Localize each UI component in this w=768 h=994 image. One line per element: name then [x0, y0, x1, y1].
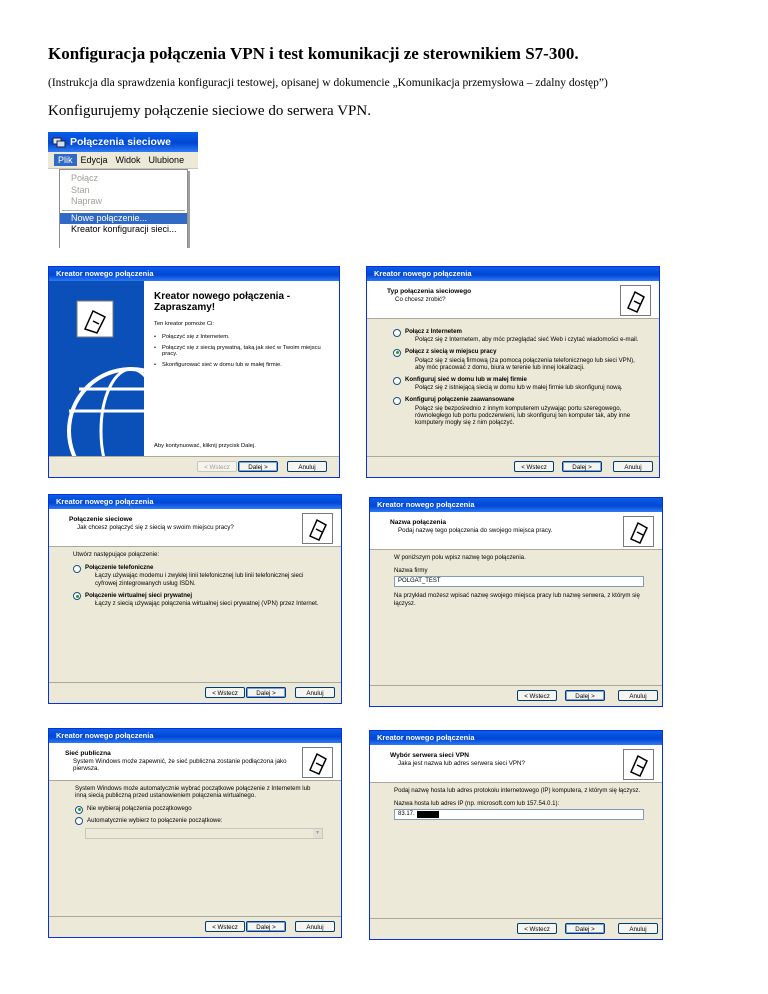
wizard-icon: [623, 749, 654, 780]
welcome-intro: Ten kreator pomoże Ci:: [154, 321, 214, 327]
back-button[interactable]: < Wstecz: [517, 923, 557, 934]
wizard-icon: [302, 513, 333, 544]
back-button[interactable]: < Wstecz: [197, 461, 237, 472]
wizard-welcome-window: [48, 266, 340, 478]
header-subtitle: System Windows może zapewnić, że sieć publiczna zostanie podłączona jako pierwsza.: [73, 758, 287, 772]
menu-favorites[interactable]: Ulubione: [148, 155, 185, 165]
wizard-header: [370, 745, 662, 783]
radio-icon[interactable]: [75, 817, 83, 825]
redacted-block: [417, 811, 439, 818]
option-internet[interactable]: Połącz z Internetem Połącz się z Internetem, aby móc przeglądać sieć Web i czytać wiadomości e-mail.: [393, 328, 641, 343]
wizard-footer: [49, 456, 339, 477]
list-item: • Połączyć się z Internetem.: [154, 333, 230, 340]
file-menu-dropdown: [59, 169, 188, 248]
wizard-vpn-server-window: [369, 730, 663, 940]
cancel-button[interactable]: Anuluj: [618, 690, 658, 701]
name-prompt: W poniższym polu wpisz nazwę tego połączenia.: [394, 554, 526, 561]
menu-item-status: Stan: [71, 184, 90, 195]
radio-icon[interactable]: [73, 565, 81, 573]
next-button[interactable]: Dalej >: [562, 461, 602, 472]
next-button[interactable]: Dalej >: [246, 687, 286, 698]
next-button[interactable]: Dalej >: [246, 921, 286, 932]
network-connections-screenshot: [48, 132, 198, 248]
connection-prompt: Utwórz następujące połączenie:: [73, 551, 160, 558]
header-title: Sieć publiczna: [65, 750, 111, 757]
initial-connection-select[interactable]: [85, 828, 323, 839]
wizard-connection-name-window: [369, 497, 663, 707]
explorer-menubar: [48, 152, 198, 169]
wizard-connection-type-window: [366, 266, 660, 478]
next-button[interactable]: Dalej >: [565, 923, 605, 934]
vpn-prompt: Podaj nazwę hosta lub adres protokołu internetowego (IP) komputera, z którym się łączysz.: [394, 787, 641, 794]
document-title: Konfiguracja połączenia VPN i test komunikacji ze sterownikiem S7-300.: [48, 44, 579, 63]
wizard-welcome-content: [144, 281, 339, 457]
option-vpn[interactable]: Połączenie wirtualnej sieci prywatnej Łączy z siecią używając połączenia wirtualnej sieci prywatnej (VPN) przez Internet.: [73, 592, 323, 607]
list-item: • Skonfigurować sieć w domu lub w małej firmie.: [154, 362, 282, 369]
radio-icon[interactable]: [393, 377, 401, 385]
welcome-continue: Aby kontynuować, kliknij przycisk Dalej.: [154, 443, 256, 449]
wizard-header: [367, 281, 659, 319]
menu-edit[interactable]: Edycja: [80, 155, 108, 165]
next-button[interactable]: Dalej >: [565, 690, 605, 701]
welcome-heading: Kreator nowego połączenia - Zapraszamy!: [154, 291, 291, 313]
option-auto-initial[interactable]: Automatycznie wybierz to połączenie początkowe:: [75, 817, 323, 826]
wizard-header: [49, 509, 341, 547]
radio-icon[interactable]: [393, 329, 401, 337]
radio-icon[interactable]: [393, 397, 401, 405]
chevron-down-icon: ▾: [313, 829, 322, 838]
menu-item-connect: Połącz: [71, 173, 99, 183]
header-subtitle: Jak chcesz połączyć się z siecią w swoim miejscu pracy?: [77, 524, 234, 531]
wizard-titlebar: Kreator nowego połączenia: [367, 267, 659, 281]
menu-item-repair: Napraw: [71, 196, 103, 206]
header-title: Połączenie sieciowe: [69, 516, 133, 523]
wizard-footer: [49, 682, 341, 703]
network-connections-icon: [52, 135, 66, 149]
wizard-footer: [370, 685, 662, 706]
radio-icon[interactable]: [75, 806, 83, 814]
option-dialup[interactable]: Połączenie telefoniczne Łączy używając modemu i zwykłej linii telefonicznej lub linii telefonicznej sieci cyfrowej zintegrowanych usług ISDN.: [73, 564, 323, 587]
menu-separator: [62, 210, 185, 211]
globe-icon: [49, 281, 144, 457]
wizard-icon: [302, 747, 333, 778]
wizard-footer: [367, 456, 659, 477]
list-item: • Połączyć się z siecią prywatną, taką jak sieć w Twoim miejscu pracy.: [154, 344, 321, 358]
back-button[interactable]: < Wstecz: [517, 690, 557, 701]
option-no-initial[interactable]: Nie wybieraj połączenia początkowego: [75, 805, 323, 814]
wizard-footer: [49, 916, 341, 937]
field-label: Nazwa firmy: [394, 567, 428, 575]
menu-item-network-wizard[interactable]: Kreator konfiguracji sieci...: [71, 224, 177, 234]
cancel-button[interactable]: Anuluj: [618, 923, 658, 934]
wizard-header: [49, 743, 341, 781]
option-advanced[interactable]: Konfiguruj połączenie zaawansowane Połącz się bezpośrednio z innym komputerem używając portu szeregowego, równoległego lub portu podczerwieni, lub skonfiguruj ten komputer tak, aby inne komputery mogły się z nim połączyć.: [393, 396, 641, 426]
menu-view[interactable]: Widok: [115, 155, 141, 165]
wizard-header: [370, 512, 662, 550]
menu-file[interactable]: Plik: [54, 154, 77, 166]
wizard-titlebar: Kreator nowego połączenia: [49, 267, 339, 281]
header-subtitle: Podaj nazwę tego połączenia do swojego miejsca pracy.: [398, 527, 553, 534]
wizard-footer: [370, 918, 662, 939]
header-subtitle: Co chcesz zrobić?: [395, 296, 446, 303]
header-subtitle: Jaka jest nazwa lub adres serwera sieci VPN?: [398, 760, 525, 767]
wizard-public-network-window: [48, 728, 342, 938]
header-title: Nazwa połączenia: [390, 519, 447, 526]
wizard-side-banner: [49, 281, 144, 457]
company-name-input[interactable]: POLGAT_TEST: [394, 576, 644, 587]
wizard-icon: [620, 285, 651, 316]
cancel-button[interactable]: Anuluj: [287, 461, 327, 472]
wizard-titlebar: Kreator nowego połączenia: [49, 729, 341, 743]
explorer-titlebar: [48, 132, 198, 152]
host-field-label: Nazwa hosta lub adres IP (np. microsoft.com lub 157.54.0.1):: [394, 800, 560, 808]
explorer-title: Połączenia sieciowe: [70, 136, 171, 148]
host-address-value: 83.17.: [398, 811, 415, 818]
public-network-prompt: System Windows może automatycznie wybrać początkowe połączenie z Internetem lub inną siecią publiczną przed ustanowieniem połączenia wirtualnego.: [75, 785, 311, 800]
radio-icon[interactable]: [73, 592, 81, 600]
name-hint: Na przykład możesz wpisać nazwę swojego miejsca pracy lub nazwę serwera, z którym się łączysz.: [394, 592, 640, 607]
cancel-button[interactable]: Anuluj: [613, 461, 653, 472]
back-button[interactable]: < Wstecz: [205, 921, 245, 932]
cancel-button[interactable]: Anuluj: [295, 687, 335, 698]
back-button[interactable]: < Wstecz: [514, 461, 554, 472]
wizard-icon: [623, 516, 654, 547]
host-address-input[interactable]: [394, 809, 644, 820]
option-workplace[interactable]: Połącz z siecią w miejscu pracy Połącz się z siecią firmową (za pomocą połączenia telefonicznego lub sieci VPN), aby móc pracować z domu, biura w terenie lub innej lokalizacji.: [393, 348, 641, 371]
document-subtitle: (Instrukcja dla sprawdzenia konfiguracji testowej, opisanej w dokumencie „Komunikacja przemysłowa – zdalny dostęp”): [48, 77, 608, 89]
back-button[interactable]: < Wstecz: [205, 687, 245, 698]
cancel-button[interactable]: Anuluj: [295, 921, 335, 932]
menu-item-new-connection[interactable]: Nowe połączenie...: [60, 213, 187, 225]
wizard-titlebar: Kreator nowego połączenia: [49, 495, 341, 509]
header-title: Wybór serwera sieci VPN: [390, 752, 470, 759]
document-lead: Konfigurujemy połączenie sieciowe do serwera VPN.: [48, 103, 371, 119]
wizard-titlebar: Kreator nowego połączenia: [370, 498, 662, 512]
wizard-titlebar: Kreator nowego połączenia: [370, 731, 662, 745]
header-title: Typ połączenia sieciowego: [387, 288, 472, 295]
wizard-network-connection-window: [48, 494, 342, 704]
option-home-network[interactable]: Konfiguruj sieć w domu lub w małej firmie Połącz się z istniejącą siecią w domu lub w małej firmie lub skonfiguruj nową.: [393, 376, 641, 391]
radio-icon[interactable]: [393, 349, 401, 357]
next-button[interactable]: Dalej >: [238, 461, 278, 472]
